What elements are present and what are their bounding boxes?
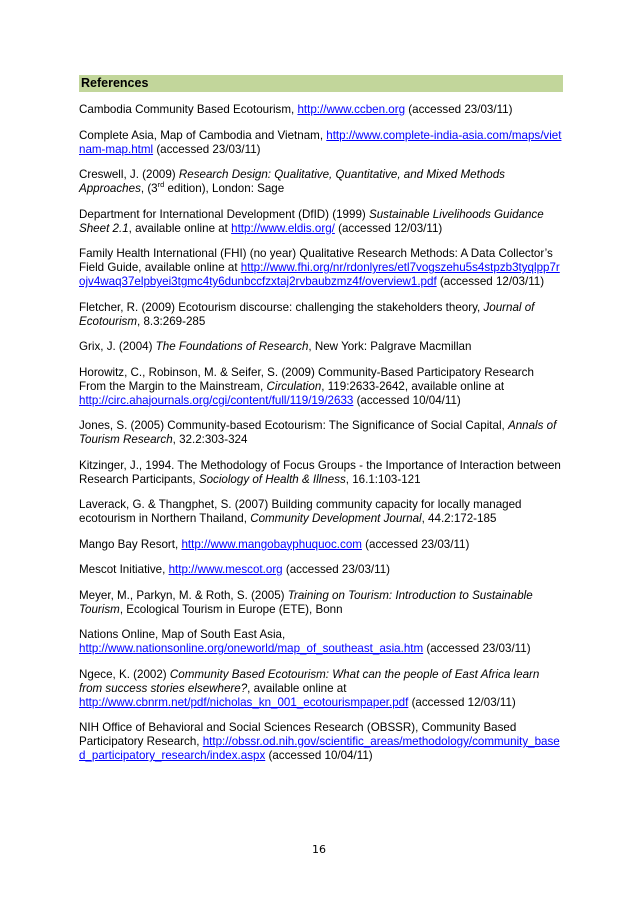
ref-text: , (3 xyxy=(140,182,158,195)
ref-link[interactable]: http://www.ccben.org xyxy=(297,103,406,116)
reference-entry xyxy=(79,301,563,329)
reference-entry xyxy=(79,589,563,617)
references-heading: References xyxy=(79,75,563,92)
ref-link[interactable]: http://www.mangobayphuquoc.com xyxy=(181,537,362,551)
reference-entry xyxy=(79,721,563,763)
reference-entry xyxy=(79,459,563,487)
ref-text: Kitzinger, J., 1994. The Methodology of Focus Groups - the Importance of Interaction between Research Participants, xyxy=(79,458,561,486)
ref-text: (accessed 23/03/11) xyxy=(405,103,513,116)
ref-text: (accessed 12/03/11) xyxy=(408,695,516,709)
ref-text: (accessed 12/03/11) xyxy=(436,275,545,288)
ref-text: , 44.2:172-185 xyxy=(421,512,497,525)
ref-link[interactable]: http://www.fhi.org/nr/rdonlyres/etl7vogszehu5s4stpzb3tyqlpp7rojv4waq37elpbyei3tgmc4ty6dunbccfzxtaj2rvbaubzmz4f/overview1.pdf xyxy=(79,261,560,288)
ref-text: Creswell, J. (2009) xyxy=(79,168,179,181)
ref-text: , 32.2:303-324 xyxy=(172,433,248,446)
ref-title: Sustainable Livelihoods Guidance Sheet 2.1 xyxy=(79,207,544,235)
ref-text: , available online at xyxy=(247,681,347,695)
reference-entry xyxy=(79,247,563,289)
ref-title: Training on Tourism: Introduction to Sustainable Tourism xyxy=(79,588,533,616)
reference-entry xyxy=(79,208,563,236)
ref-text: , 16.1:103-121 xyxy=(345,472,421,486)
reference-entry xyxy=(79,628,563,656)
ref-text: , available online at xyxy=(128,221,232,235)
reference-entry xyxy=(79,168,563,196)
ref-link[interactable]: http://obssr.od.nih.gov/scientific_areas/methodology/community_based_participatory_research/index.aspx xyxy=(79,735,560,762)
ref-title: Community Based Ecotourism: What can the people of East Africa learn from success stories elsewhere? xyxy=(79,667,540,695)
ref-text: (accessed 23/03/11) xyxy=(153,142,261,156)
ref-link[interactable]: http://circ.ahajournals.org/cgi/content/full/119/19/2633 xyxy=(79,393,354,407)
ref-text: Department for International Development (DfID) (1999) xyxy=(79,207,369,221)
ref-text: Laverack, G. & Thangphet, S. (2007) Building community capacity for locally managed ecotourism in Northern Thailand, xyxy=(79,498,522,525)
ref-title: Sociology of Health & Illness xyxy=(198,472,346,486)
ref-link[interactable]: http://www.complete-india-asia.com/maps/vietnam-map.html xyxy=(79,128,562,156)
ref-text: Horowitz, C., Robinson, M. & Seifer, S. (2009) Community-Based Participatory Research From the Margin to the Mainstream, xyxy=(79,365,534,393)
ref-text: , New York: Palgrave Macmillan xyxy=(308,340,472,353)
ref-link[interactable]: http://www.nationsonline.org/oneworld/map_of_southeast_asia.htm xyxy=(79,642,424,655)
ref-text: Family Health International (FHI) (no year) Qualitative Research Methods: A Data Collector’s Field Guide, available online at xyxy=(79,247,553,274)
ref-text: Meyer, M., Parkyn, M. & Roth, S. (2005) xyxy=(79,588,288,602)
ref-title: Community Development Journal xyxy=(250,512,422,525)
ref-text: Nations Online, Map of South East Asia, xyxy=(79,628,286,641)
reference-entry xyxy=(79,366,563,408)
ref-text: Grix, J. (2004) xyxy=(79,340,156,353)
reference-entry xyxy=(79,563,563,577)
ref-text: , Ecological Tourism in Europe (ETE), Bonn xyxy=(119,602,343,616)
reference-entry xyxy=(79,340,563,354)
ref-title: Circulation xyxy=(266,379,322,393)
ref-text: , 8.3:269-285 xyxy=(137,314,206,328)
page-number: 16 xyxy=(312,843,326,856)
ref-text: (accessed 23/03/11) xyxy=(423,642,531,655)
ref-superscript: rd xyxy=(157,180,165,190)
ref-text: Complete Asia, Map of Cambodia and Vietnam, xyxy=(79,128,327,142)
reference-entry xyxy=(79,103,563,117)
ref-text: Fletcher, R. (2009) Ecotourism discourse: challenging the stakeholders theory, xyxy=(79,300,484,314)
reference-entry xyxy=(79,668,563,710)
ref-text: (accessed 23/03/11) xyxy=(361,537,470,551)
ref-title: The Foundations of Research xyxy=(155,340,309,353)
ref-text: , 119:2633-2642, available online at xyxy=(321,379,505,393)
ref-link[interactable]: http://www.mescot.org xyxy=(168,563,283,576)
ref-text: (accessed 23/03/11) xyxy=(282,563,391,576)
ref-text: (accessed 12/03/11) xyxy=(334,221,443,235)
ref-text: Ngece, K. (2002) xyxy=(79,667,170,681)
ref-text: Jones, S. (2005) Community-based Ecotourism: The Significance of Social Capital, xyxy=(79,419,508,432)
ref-link[interactable]: http://www.eldis.org/ xyxy=(231,221,335,235)
ref-text: Mango Bay Resort, xyxy=(79,537,182,551)
ref-title: Annals of Tourism Research xyxy=(79,419,557,446)
reference-entry xyxy=(79,498,563,526)
ref-text: Mescot Initiative, xyxy=(79,563,169,576)
ref-text: Cambodia Community Based Ecotourism, xyxy=(79,103,298,116)
reference-entry xyxy=(79,538,563,552)
ref-title: Research Design: Qualitative, Quantitative, and Mixed Methods Approaches xyxy=(79,168,505,195)
reference-entry xyxy=(79,129,563,157)
ref-text: NIH Office of Behavioral and Social Sciences Research (OBSSR), Community Based Participatory Research, xyxy=(79,721,517,748)
ref-text: (accessed 10/04/11) xyxy=(353,393,461,407)
ref-link[interactable]: http://www.cbnrm.net/pdf/nicholas_kn_001_ecotourismpaper.pdf xyxy=(79,695,409,709)
ref-title: Journal of Ecotourism xyxy=(79,300,535,328)
reference-entry xyxy=(79,419,563,447)
reference-list xyxy=(79,103,563,775)
ref-text: (accessed 10/04/11) xyxy=(265,749,373,762)
ref-text: edition), London: Sage xyxy=(164,182,285,195)
